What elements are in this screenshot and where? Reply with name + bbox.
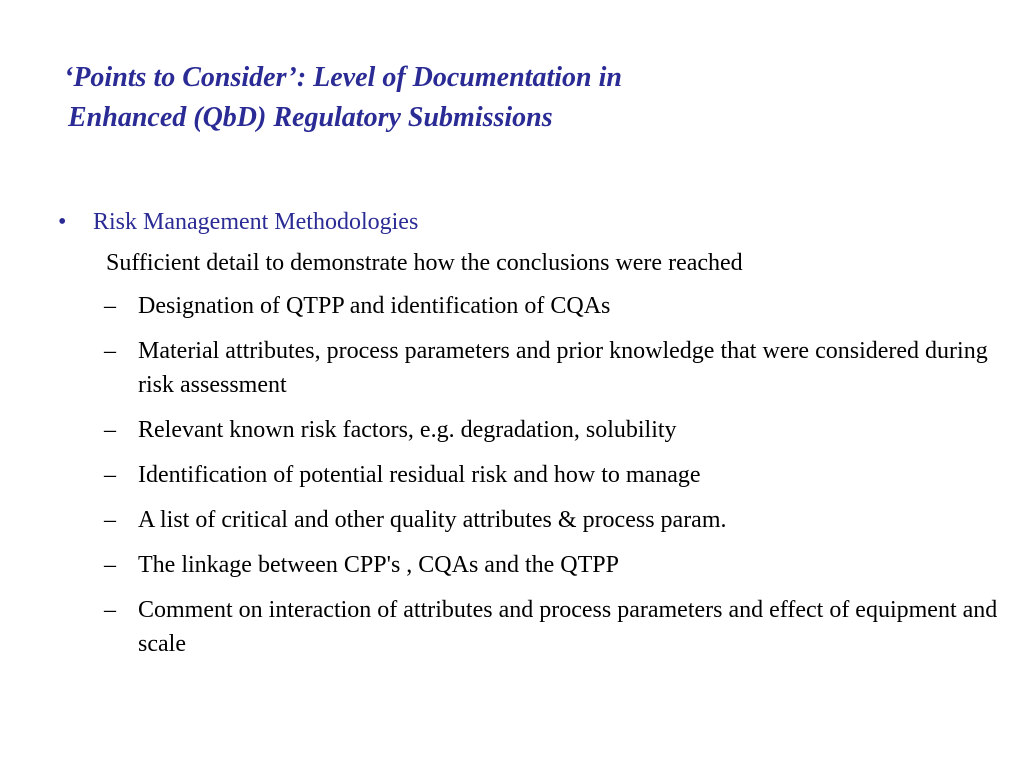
bullet-label: Risk Management Methodologies: [93, 209, 419, 235]
sub-item: [104, 593, 1004, 661]
sub-item-text: The linkage between CPP's , CQAs and the QTPP: [138, 552, 619, 578]
sub-item-text: Relevant known risk factors, e.g. degradation, solubility: [138, 417, 677, 443]
intro-text: Sufficient detail to demonstrate how the conclusions were reached: [106, 250, 743, 276]
sub-item: [104, 289, 1004, 323]
dash-icon: –: [104, 462, 116, 488]
sub-item: [104, 458, 1004, 492]
dash-icon: –: [104, 417, 116, 443]
slide-title-line-2: Enhanced (QbD) Regulatory Submissions: [68, 102, 553, 133]
dash-icon: –: [104, 597, 116, 623]
sub-item-text: Designation of QTPP and identification of CQAs: [138, 293, 611, 319]
sub-item-text: Comment on interaction of attributes and process parameters and effect of equipment and scale: [138, 597, 998, 657]
sub-item-text: Material attributes, process parameters and prior knowledge that were considered during risk assessment: [138, 338, 988, 398]
sub-item: [104, 413, 1004, 447]
sub-item-list: [104, 289, 1004, 672]
sub-item-text: A list of critical and other quality attributes & process param.: [138, 507, 727, 533]
sub-item: [104, 503, 1004, 537]
dash-icon: –: [104, 338, 116, 364]
slide-title-line-1: ‘Points to Consider’: Level of Documentation in: [64, 62, 622, 93]
sub-item: [104, 334, 1004, 402]
sub-item-text: Identification of potential residual risk and how to manage: [138, 462, 701, 488]
sub-item: [104, 548, 1004, 582]
dash-icon: –: [104, 552, 116, 578]
dash-icon: –: [104, 293, 116, 319]
dash-icon: –: [104, 507, 116, 533]
bullet-icon: •: [58, 209, 67, 235]
